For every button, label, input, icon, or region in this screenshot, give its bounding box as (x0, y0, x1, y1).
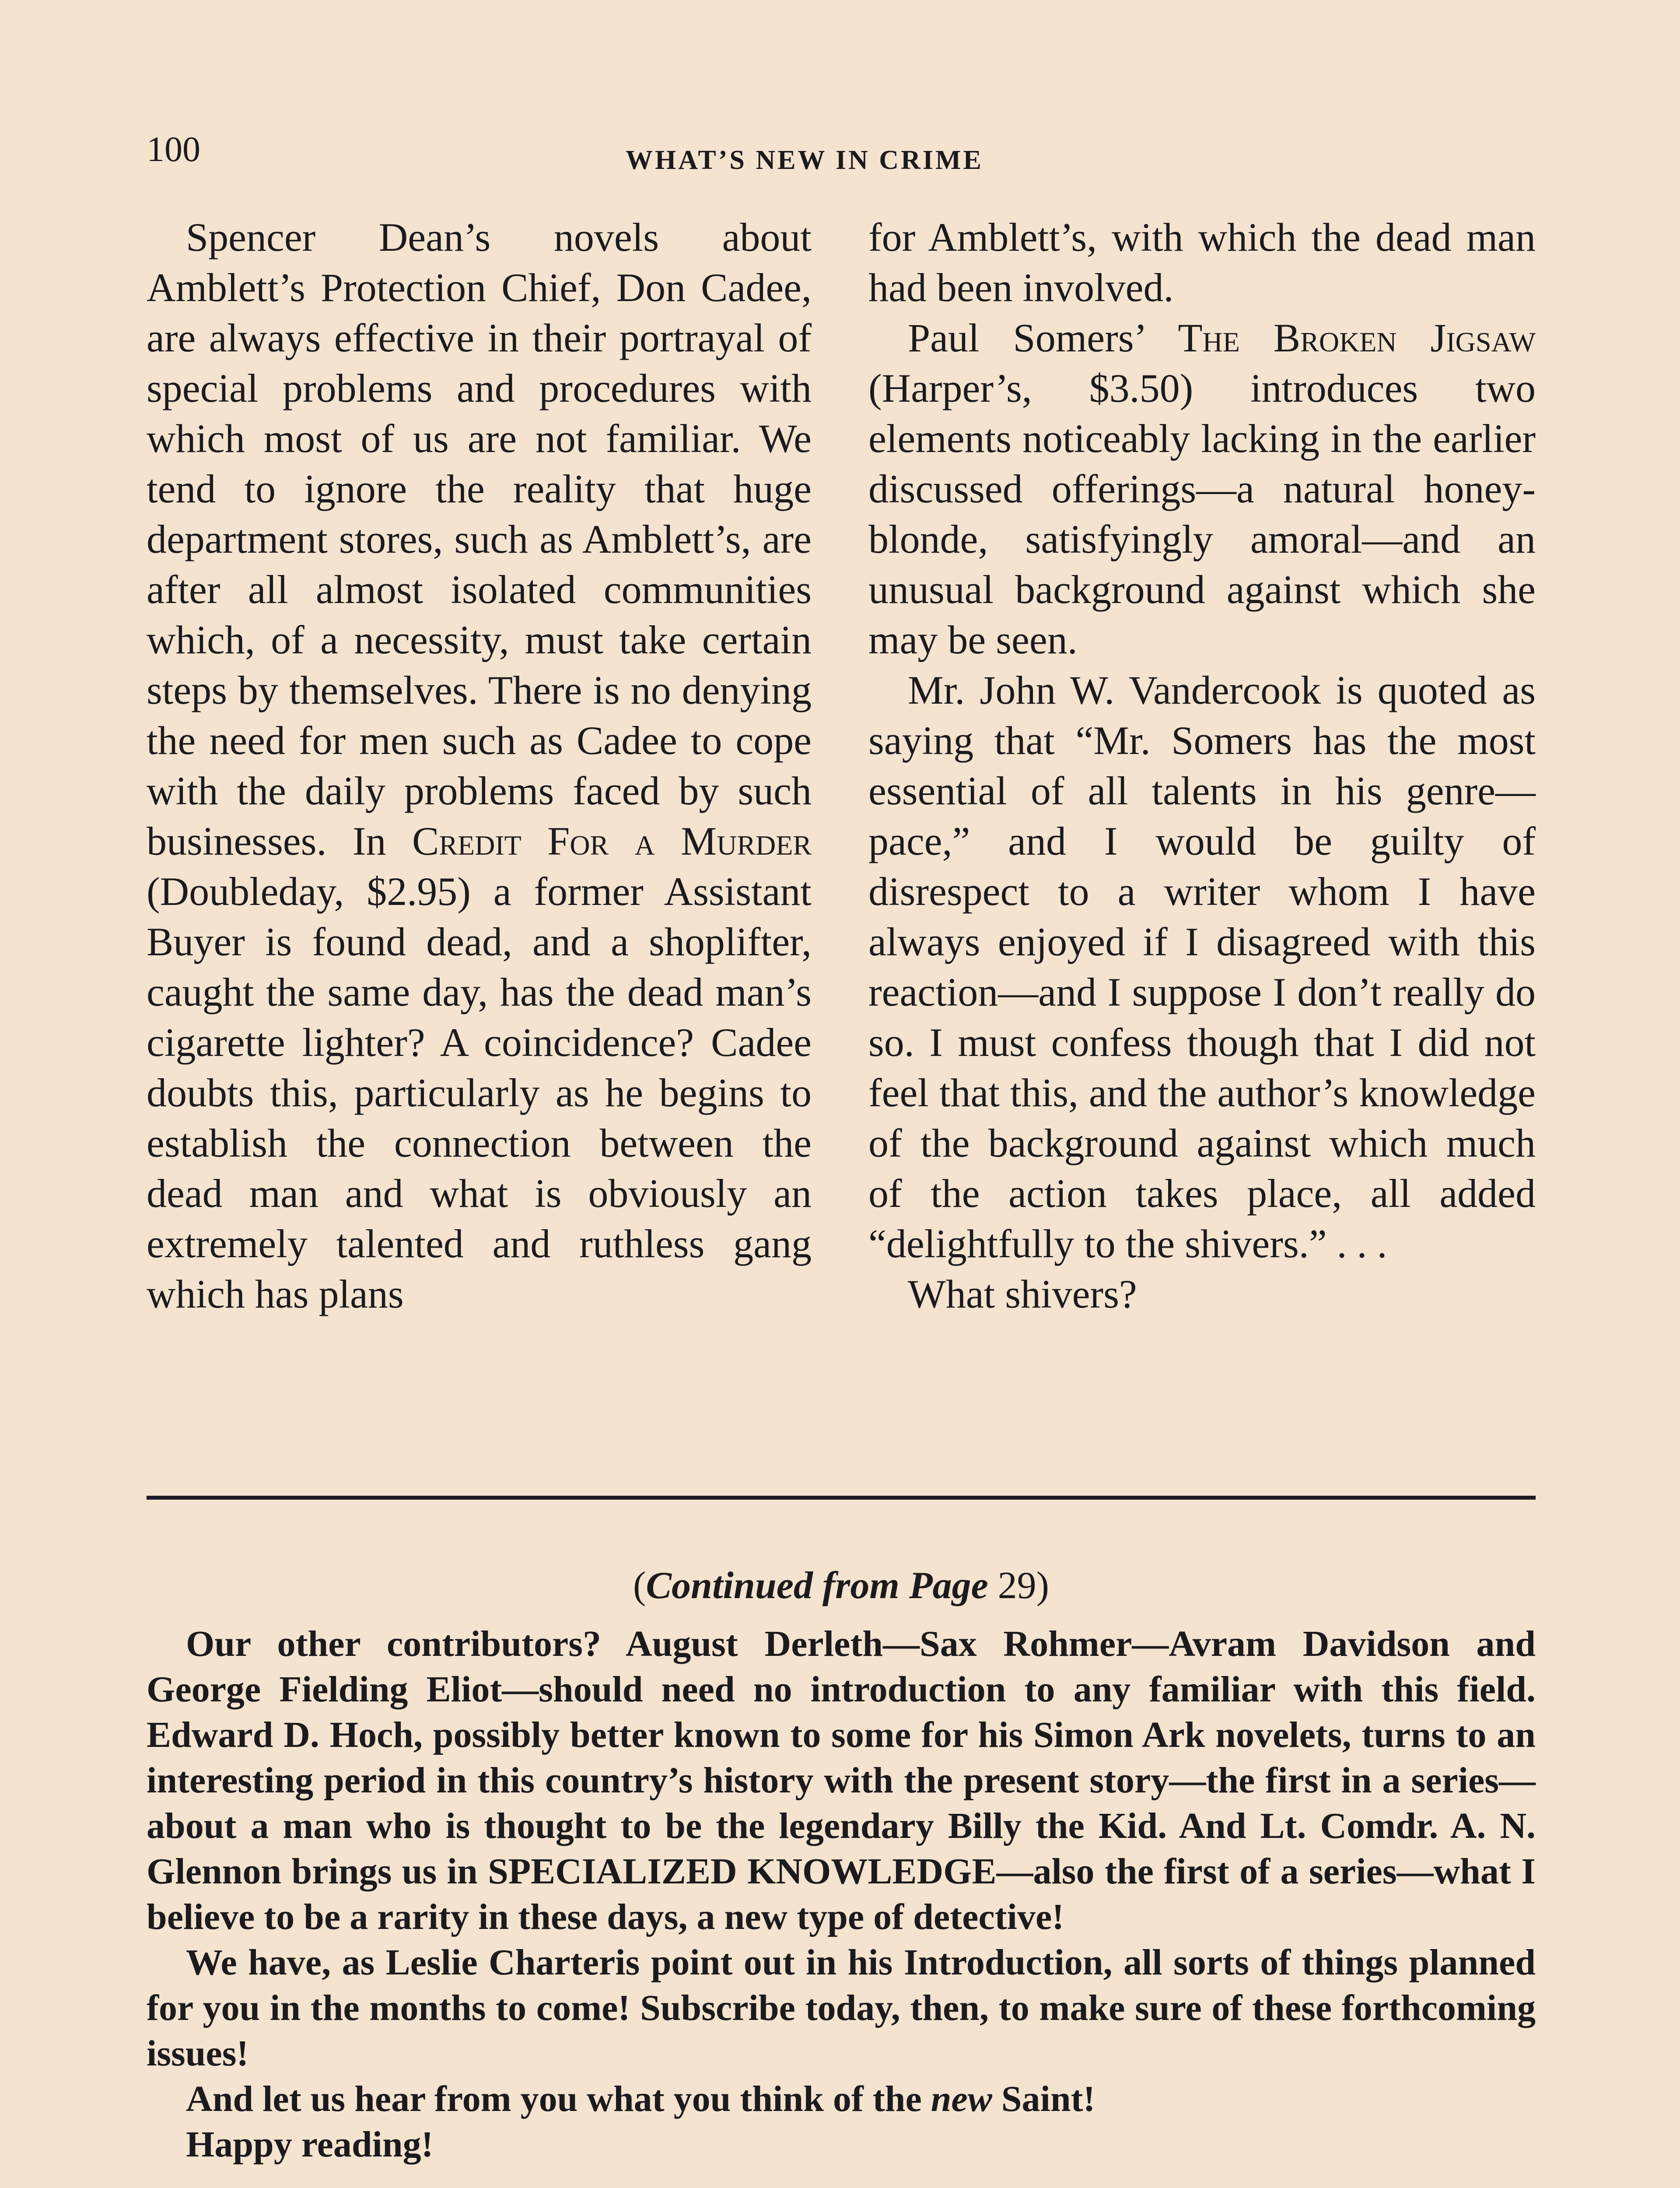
review-paragraph: for Amblett’s, with which the dead man had been involved. (868, 215, 1536, 310)
book-title: Credit For a Murder (412, 819, 812, 863)
right-column (868, 212, 1536, 1319)
review-text: (Harper’s, $3.50) introduces two elements noticeably lacking in the earlier discussed offerings—a natural honey-blonde, satisfyingly amoral—and an unusual background against which she may be seen. (868, 366, 1536, 662)
continued-paren: ( (633, 1564, 646, 1607)
continued-label: Continued from Page (646, 1564, 988, 1607)
emphasis-text: new (931, 2079, 992, 2119)
book-title: The Broken Jigsaw (1178, 316, 1536, 360)
editorial-text: Saint! (1001, 2079, 1096, 2119)
editorial-paragraph: Happy reading! (186, 2124, 434, 2165)
review-paragraph (147, 212, 812, 1319)
review-paragraph: What shivers? (908, 1272, 1137, 1316)
continued-paren: ) (1036, 1564, 1049, 1607)
editorial-paragraph (147, 2076, 1536, 2122)
review-paragraph (868, 313, 1536, 665)
section-divider (147, 1496, 1536, 1500)
continued-note (147, 1564, 1536, 1607)
continued-page: 29 (998, 1564, 1036, 1607)
review-text: (Doubleday, $2.95) a former Assistant Buyer is found dead, and a shoplifter, caught the same day, has the dead man’s cigarette lighter? A coincidence? Cadee doubts this, particularly as he begins to establish the connection between the dead man and what is obviously an extremely talented and ruthless gang which has plans (147, 869, 812, 1316)
editorial-paragraph: We have, as Leslie Charteris point out in his Introduction, all sorts of things planned for you in the months to come! Subscribe today, then, to make sure of these forthcoming issues! (147, 1942, 1536, 2074)
running-head: WHAT’S NEW IN CRIME (626, 145, 984, 175)
review-text: Spencer Dean’s novels about Amblett’s Protection Chief, Don Cadee, are always effective in their portrayal of special problems and procedures with which most of us are not familiar. We tend to ignore the reality that huge department stores, such as Amblett’s, are after all almost isolated communities which, of a necessity, must take certain steps by themselves. There is no denying the need for men such as Cadee to cope with the daily problems faced by such businesses. In (147, 215, 812, 863)
editorial-note (147, 1621, 1536, 2167)
review-paragraph: Mr. John W. Vandercook is quoted as saying that “Mr. Somers has the most essential of all talents in his genre—pace,” and I would be guilty of disrespect to a writer whom I have always enjoyed if I disagreed with this reaction—and I suppose I don’t really do so. I must confess though that I did not feel that this, and the author’s knowledge of the background against which much of the action takes place, all added “delightfully to the shivers.” . . . (868, 668, 1536, 1266)
review-text: Paul Somers’ (908, 316, 1144, 360)
left-column (147, 212, 812, 1319)
page-number: 100 (147, 129, 200, 169)
editorial-paragraph: Our other contributors? August Derleth—Sax Rohmer—Avram Davidson and George Fielding Eliot—should need no introduction to any familiar with this field. Edward D. Hoch, possibly better known to some for his Simon Ark novelets, turns to an interesting period in this country’s history with the present story—the first in a series—about a man who is thought to be the legendary Billy the Kid. And Lt. Comdr. A. N. Glennon brings us in SPECIALIZED KNOWLEDGE—also the first of a series—what I believe to be a rarity in these days, a new type of detective! (147, 1623, 1536, 1937)
editorial-text: And let us hear from you what you think of the (186, 2079, 922, 2119)
